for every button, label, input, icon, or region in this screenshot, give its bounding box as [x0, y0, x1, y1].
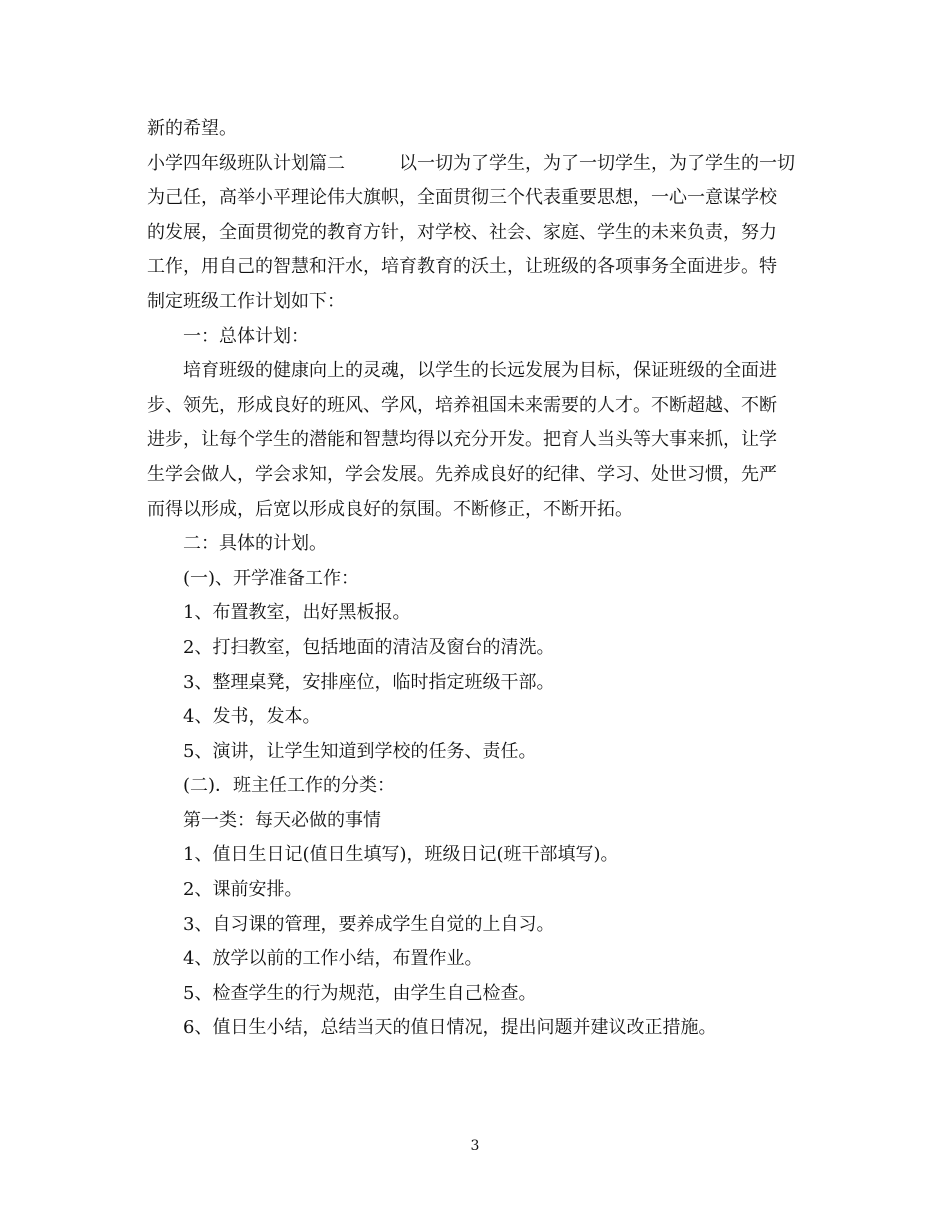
list-item: 2、课前安排。: [183, 879, 303, 901]
text-line: 生学会做人，学会求知，学会发展。先养成良好的纪律、学习、处世习惯，先严: [147, 463, 777, 485]
text-line: 工作，用自己的智慧和汗水，培育教育的沃土，让班级的各项事务全面进步。特: [147, 256, 777, 278]
text-line: 培育班级的健康向上的灵魂，以学生的长远发展为目标，保证班级的全面进: [183, 360, 777, 382]
list-item: 5、演讲，让学生知道到学校的任务、责任。: [183, 740, 537, 762]
subsection-title: (二)．班主任工作的分类：: [183, 775, 396, 797]
list-item: 1、值日生日记(值日生填写)，班级日记(班干部填写)。: [183, 844, 619, 866]
text-line: 为己任，高举小平理论伟大旗帜，全面贯彻三个代表重要思想，一心一意谋学校: [147, 187, 777, 209]
category-title: 第一类：每天必做的事情: [183, 809, 381, 831]
page-number: 3: [470, 1138, 480, 1154]
list-item: 5、检查学生的行为规范，由学生自己检查。: [183, 982, 537, 1004]
subsection-title: (一)、开学准备工作：: [183, 567, 360, 589]
list-item: 3、整理桌凳，安排座位，临时指定班级干部。: [183, 671, 555, 693]
list-item: 2、打扫教室，包括地面的清洁及窗台的清洗。: [183, 636, 555, 658]
list-item: 4、放学以前的工作小结，布置作业。: [183, 948, 483, 970]
list-item: 4、发书，发本。: [183, 706, 321, 728]
text-line: 的发展，全面贯彻党的教育方针，对学校、社会、家庭、学生的未来负责，努力: [147, 221, 777, 243]
text-line: 以一切为了学生，为了一切学生，为了学生的一切: [399, 152, 795, 174]
text-line: 进步，让每个学生的潜能和智慧均得以充分开发。把育人当头等大事来抓，让学: [147, 429, 777, 451]
section-heading: 小学四年级班队计划篇二: [147, 152, 345, 174]
text-line: 步、领先，形成良好的班风、学风，培养祖国未来需要的人才。不断超越、不断: [147, 394, 777, 416]
section-title: 二：具体的计划。: [183, 533, 327, 555]
section-title: 一：总体计划：: [183, 325, 309, 347]
text-line-with-heading: [147, 147, 807, 182]
text-line: 新的希望。: [147, 118, 237, 139]
document-body: [147, 112, 807, 1046]
list-item: 1、布置教室，出好黑板报。: [183, 602, 411, 624]
text-line: 而得以形成，后宽以形成良好的氛围。不断修正，不断开拓。: [147, 498, 633, 520]
text-line: 制定班级工作计划如下：: [147, 290, 345, 312]
list-item: 3、自习课的管理，要养成学生自觉的上自习。: [183, 913, 555, 935]
list-item: 6、值日生小结，总结当天的值日情况，提出问题并建议改正措施。: [183, 1017, 717, 1039]
